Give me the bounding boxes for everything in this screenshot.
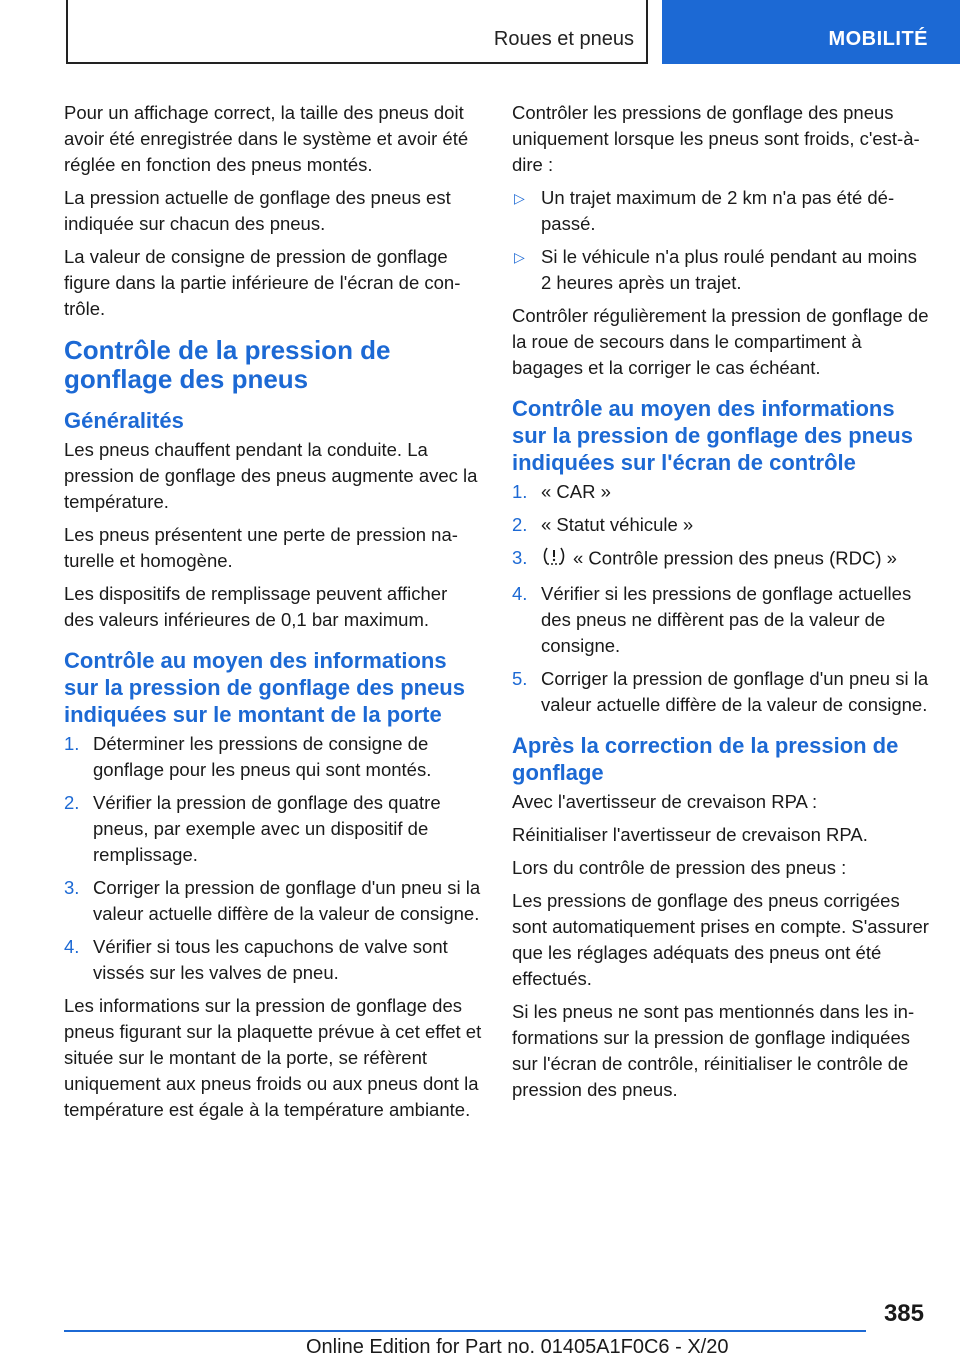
heading-control-display: Contrôle au moyen des informations sur la pression de gonflage des pneus indiquées sur l'écran de contrôle (512, 396, 913, 475)
heading-door-pillar: Contrôle au moyen des informations sur la pression de gonflage des pneus indiquées sur le montant de la porte (64, 648, 465, 727)
step-text: Corriger la pression de gonflage d'un pneu si la valeur actuelle diffère de la valeur de consigne. (541, 668, 929, 715)
page-header (0, 0, 960, 66)
triangle-right-icon: ▷ (514, 249, 525, 265)
display-steps-list (512, 479, 930, 718)
list-item (64, 875, 482, 927)
step-number: 3. (64, 877, 80, 898)
step-number: 4. (512, 583, 528, 604)
chapter-title: MOBILITÉ (828, 28, 928, 50)
heading-general: Généralités (64, 408, 184, 433)
paragraph: Contrôler régulièrement la pression de gonflage de la roue de secours dans le compartiment à bagages et la corriger le cas échéant. (512, 305, 929, 378)
step-text: Vérifier la pression de gonflage des quatre pneus, par exemple avec un dispositif de remplissage. (93, 792, 441, 865)
right-column (512, 100, 930, 1110)
step-text: « CAR » (541, 481, 611, 502)
paragraph: Si les pneus ne sont pas mentionnés dans les informations sur la pression de gonflage indiquées sur l'écran de contrôle, réinitialiser le contrôle de pression des pneus. (512, 1001, 915, 1100)
bullet-text: Un trajet maximum de 2 km n'a pas été dépassé. (541, 187, 895, 234)
step-number: 2. (64, 792, 80, 813)
step-number: 4. (64, 936, 80, 957)
list-item (512, 581, 930, 659)
paragraph: Les informations sur la pression de gonflage des pneus figurant sur la plaquette prévue à cet effet et située sur le montant de la porte, se réfèrent uniquement aux pneus froids ou aux pneus dont la température est égale à la température ambiante. (64, 995, 482, 1120)
paragraph: Lors du contrôle de pression des pneus : (512, 857, 847, 878)
list-item (512, 545, 930, 574)
chapter-tab (662, 0, 960, 64)
step-text: Vérifier si tous les capuchons de valve sont vissés sur les valves de pneu. (93, 936, 448, 983)
triangle-right-icon: ▷ (514, 190, 525, 206)
list-item (512, 479, 930, 505)
step-text: Déterminer les pressions de consigne de gonflage pour les pneus qui sont montés. (93, 733, 432, 780)
step-text: Corriger la pression de gonflage d'un pneu si la valeur actuelle diffère de la valeur de consigne. (93, 877, 481, 924)
list-item (512, 185, 930, 237)
paragraph: Pour un affichage correct, la taille des pneus doit avoir été enregistrée dans le système et avoir été réglée en fonction des pneus montés. (64, 102, 469, 175)
step-number: 3. (512, 547, 528, 568)
step-text: « Contrôle pression des pneus (RDC) » (573, 547, 897, 569)
step-number: 1. (512, 481, 528, 502)
heading-pressure-check: Contrôle de la pression de gonflage des pneus (64, 335, 391, 394)
paragraph: La pression actuelle de gonflage des pneus est indiquée sur chacun des pneus. (64, 187, 451, 234)
page-number: 385 (883, 1300, 924, 1327)
left-column (64, 100, 482, 1130)
paragraph: Les pressions de gonflage des pneus corrigées sont automatiquement prises en compte. S'assurer que les réglages adéquats des pneus ont été effectués. (512, 890, 929, 989)
list-item (64, 731, 482, 783)
footer-divider (64, 1330, 866, 1332)
step-number: 1. (64, 733, 80, 754)
step-text: « Statut véhicule » (541, 514, 694, 535)
bullet-text: Si le véhicule n'a plus roulé pendant au moins 2 heures après un trajet. (541, 246, 917, 293)
section-tab (66, 0, 648, 64)
list-item (512, 244, 930, 296)
list-item (512, 666, 930, 718)
step-number: 5. (512, 668, 528, 689)
heading-after-correction: Après la correction de la pression de gonflage (512, 733, 899, 785)
paragraph: Les dispositifs de remplissage peuvent afficher des valeurs inférieures de 0,1 bar maximum. (64, 583, 448, 630)
list-item (512, 512, 930, 538)
list-item (64, 790, 482, 868)
condition-list (512, 185, 930, 296)
edition-note: Online Edition for Part no. 01405A1F0C6 - X/20 (306, 1336, 729, 1358)
paragraph: Réinitialiser l'avertisseur de crevaison RPA. (512, 824, 868, 845)
door-steps-list (64, 731, 482, 986)
paragraph: Contrôler les pressions de gonflage des pneus uniquement lorsque les pneus sont froids, c'est-à-dire : (512, 102, 920, 175)
step-text: Vérifier si les pressions de gonflage actuelles des pneus ne diffèrent pas de la valeur de consigne. (541, 583, 912, 656)
step-number: 2. (512, 514, 528, 535)
paragraph: Les pneus présentent une perte de pression naturelle et homogène. (64, 524, 458, 571)
section-title: Roues et pneus (493, 28, 634, 50)
tire-pressure-icon (541, 545, 567, 574)
list-item (64, 934, 482, 986)
paragraph: Avec l'avertisseur de crevaison RPA : (512, 791, 818, 812)
paragraph: Les pneus chauffent pendant la conduite. La pression de gonflage des pneus augmente avec la température. (64, 439, 478, 512)
paragraph: La valeur de consigne de pression de gonflage figure dans la partie inférieure de l'écran de contrôle. (64, 246, 461, 319)
